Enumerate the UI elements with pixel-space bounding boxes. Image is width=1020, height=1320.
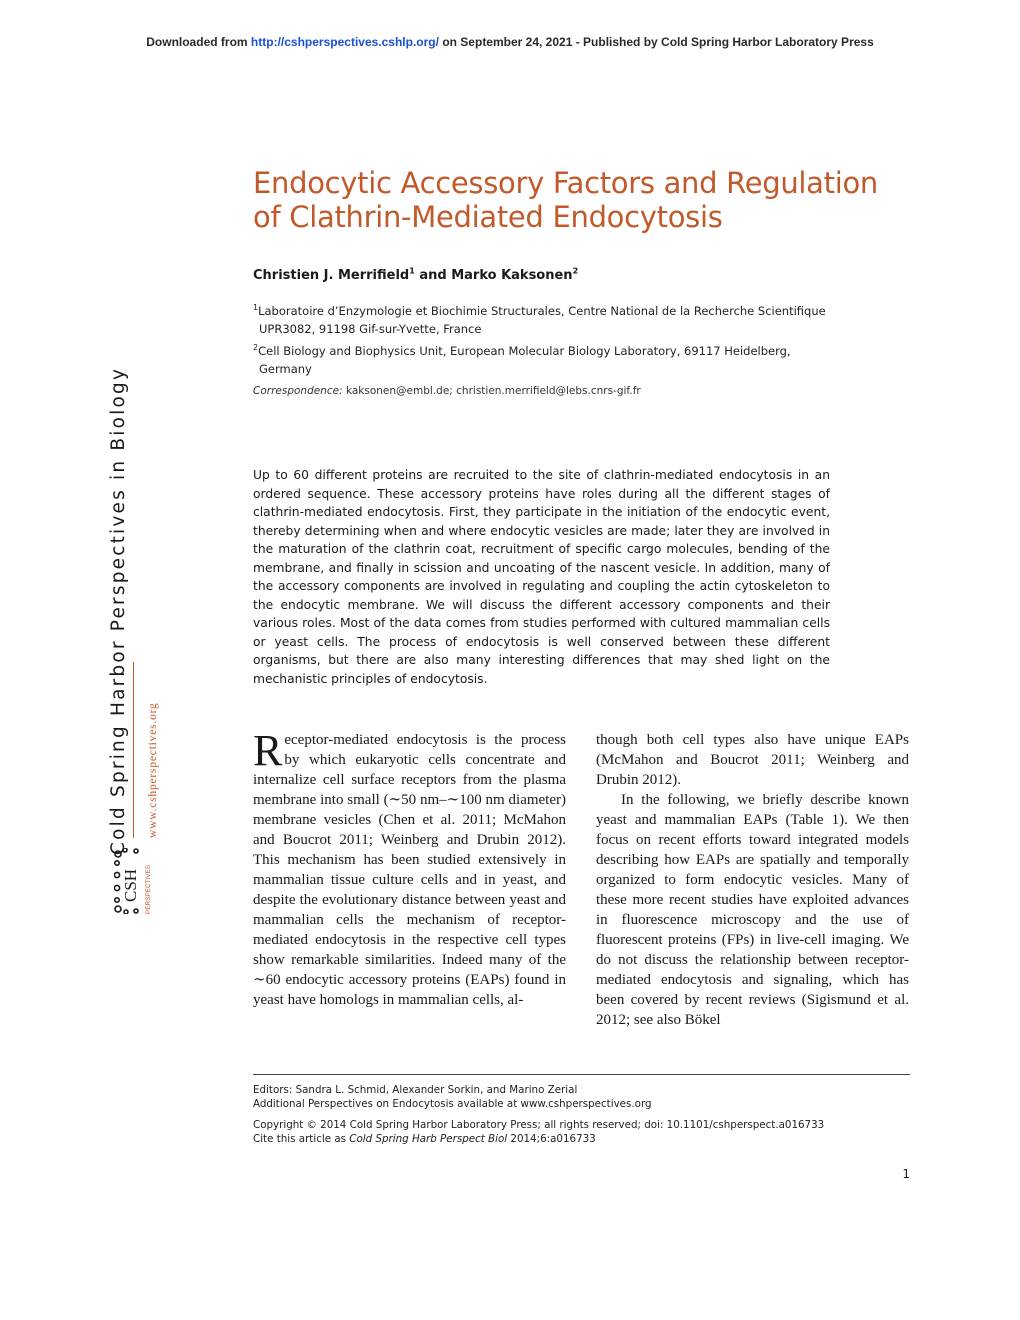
- body-right-text-1: though both cell types also have unique EAPs (McMahon and Boucrot 2011; Weinberg and Drubin 2012).: [596, 732, 909, 788]
- affiliation-1-line-2: UPR3082, 91198 Gif-sur-Yvette, France: [259, 322, 482, 336]
- affiliation-1: [253, 302, 893, 338]
- title-line-2: of Clathrin-Mediated Endocytosis: [253, 200, 723, 234]
- sidebar-url-rule: [133, 662, 134, 838]
- affiliation-1-sup: 1: [253, 303, 259, 313]
- journal-sidebar-title: Cold Spring Harbor Perspectives in Biology: [108, 366, 129, 855]
- correspondence: [253, 385, 641, 397]
- footer-rule: [253, 1074, 910, 1075]
- author-2: Marko Kaksonen: [451, 268, 573, 283]
- affiliation-1-line-1: Laboratoire d’Enzymologie et Biochimie Structurales, Centre National de la Recherche Scientifique: [258, 304, 826, 318]
- footer-editors: Editors: Sandra L. Schmid, Alexander Sorkin, and Marino Zerial: [253, 1084, 578, 1096]
- body-right-text-2: In the following, we briefly describe known yeast and mammalian EAPs (Table 1). We then focus on recent efforts toward integrated models describing how EAPs are spatially and temporally organized to form endocytic vesicles. Many of these more recent studies have exploited advances in fluorescence microscopy and the use of fluorescent proteins (FPs) in live-cell imaging. We do not discuss the relationship between receptor-mediated endocytosis and signaling, which has been covered by recent reviews (Sigismund et al. 2012; see also Bökel: [596, 792, 909, 1028]
- footer-additional: Additional Perspectives on Endocytosis available at www.cshperspectives.org: [253, 1098, 652, 1110]
- affiliation-2-sup: 2: [253, 343, 259, 353]
- footer-copyright: Copyright © 2014 Cold Spring Harbor Laboratory Press; all rights reserved; doi: 10.1101/cshperspect.a016733: [253, 1119, 825, 1131]
- download-banner: [0, 35, 1020, 49]
- body-column-right: [596, 730, 909, 1030]
- author-1: Christien J. Merrifield: [253, 268, 410, 283]
- csh-perspectives-logo-icon: [114, 848, 170, 914]
- affiliation-2: [253, 342, 893, 378]
- affiliation-2-line-1: Cell Biology and Biophysics Unit, European Molecular Biology Laboratory, 69117 Heidelberg,: [258, 344, 791, 358]
- author-joiner: and: [419, 268, 447, 283]
- page-number: 1: [902, 1167, 910, 1181]
- footer-citation: [253, 1133, 910, 1146]
- abstract: Up to 60 different proteins are recruited to the site of clathrin-mediated endocytosis in an ordered sequence. These accessory proteins have roles during all the different stages of clathrin-mediated endocytosis. First, they participate in the initiation of the endocytic event, thereby determining when and where endocytic vesicles are made; later they are involved in the maturation of the clathrin coat, recruitment of specific cargo molecules, bending of the membrane, and finally in scission and uncoating of the nascent vesicle. In addition, many of the accessory components are involved in regulating and coupling the actin cytoskeleton to the endocytic membrane. We will discuss the different accessory components and their various roles. Most of the data comes from studies performed with cultured mammalian cells or yeast cells. The process of endocytosis is well conserved between these different organisms, but there are also many interesting differences that may shed light on the mechanistic principles of endocytosis.: [253, 468, 830, 686]
- cite-prefix: Cite this article as: [253, 1133, 347, 1145]
- affiliation-2-line-2: Germany: [259, 362, 312, 376]
- banner-suffix: on September 24, 2021 - Published by Cold Spring Harbor Laboratory Press: [442, 35, 874, 49]
- logo-main-text: CSH: [121, 868, 140, 902]
- drop-cap: R: [253, 726, 283, 775]
- journal-sidebar-url[interactable]: www.cshperspectives.org: [147, 702, 159, 838]
- body-column-left: [253, 726, 566, 1010]
- banner-link[interactable]: http://cshperspectives.cshlp.org/: [250, 35, 439, 49]
- title-line-1: Endocytic Accessory Factors and Regulation: [253, 166, 879, 200]
- banner-prefix: Downloaded from: [146, 35, 248, 49]
- article-title: [253, 166, 893, 234]
- logo-sub-text: PERSPECTIVES: [145, 864, 152, 914]
- cite-journal: Cold Spring Harb Perspect Biol: [349, 1133, 508, 1145]
- correspondence-label: Correspondence:: [253, 385, 343, 397]
- author-1-sup: 1: [409, 266, 415, 276]
- author-2-sup: 2: [572, 266, 579, 276]
- correspondence-emails[interactable]: kaksonen@embl.de; christien.merrifield@lebs.cnrs-gif.fr: [345, 385, 641, 397]
- body-left-text: eceptor-mediated endocytosis is the process by which eukaryotic cells concentrate and internalize cell surface receptors from the plasma membrane into small (∼50 nm–∼100 nm diameter) membrane vesicles (Chen et al. 2011; McMahon and Boucrot 2011; Weinberg and Drubin 2012). This mechanism has been studied extensively in mammalian tissue culture cells and in yeast, and despite the evolutionary distance between yeast and mammalian cells the mechanism of receptor-mediated endocytosis in the respective cell types show remarkable similarities. Indeed many of the ∼60 endocytic accessory proteins (EAPs) found in yeast have homologs in mammalian cells, al-: [253, 732, 566, 1008]
- author-list: [253, 268, 578, 283]
- cite-suffix: 2014;6:a016733: [510, 1133, 596, 1145]
